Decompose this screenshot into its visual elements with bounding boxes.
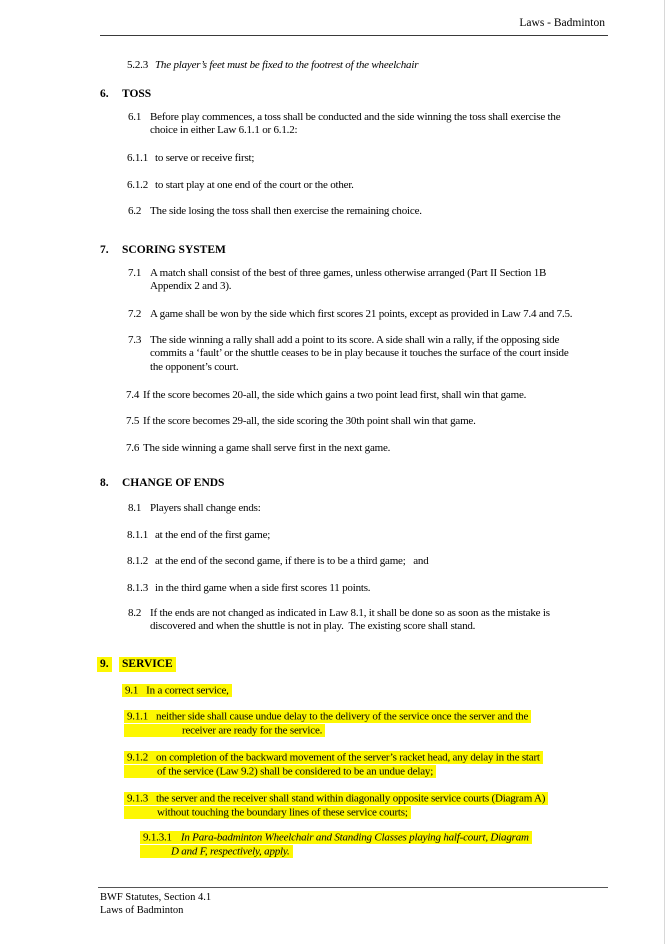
law-6-1-1 xyxy=(0,152,671,165)
law-text-line: of the service (Law 9.2) shall be considered to be an undue delay; xyxy=(124,765,436,779)
law-text-line: at the end of the second game, if there is to be a third game; and xyxy=(155,555,429,567)
law-number: 9.1.3.1 xyxy=(143,831,172,843)
law-number: 6.1.2 xyxy=(127,179,149,191)
section-title: SCORING SYSTEM xyxy=(122,244,226,256)
law-8-1 xyxy=(0,502,671,515)
law-8-1-3 xyxy=(0,582,671,595)
law-number: 6.1 xyxy=(128,111,142,123)
law-8-1-1 xyxy=(0,529,671,542)
section-number: 8. xyxy=(100,477,109,489)
law-text-line: Appendix 2 and 3). xyxy=(150,280,232,293)
law-text-line: If the score becomes 29-all, the side scoring the 30th point shall win that game. xyxy=(143,415,476,427)
law-text-line: discovered and when the shuttle is not in play. The existing score shall stand. xyxy=(150,620,476,633)
law-7-1 xyxy=(0,267,671,294)
law-text-line: The side losing the toss shall then exercise the remaining choice. xyxy=(150,205,422,217)
law-number: 8.1.2 xyxy=(127,555,149,567)
law-text-line: A match shall consist of the best of three games, unless otherwise arranged (Part II Section 1B xyxy=(150,267,547,279)
law-text-line: If the ends are not changed as indicated in Law 8.1, it shall be done so as soon as the mistake is xyxy=(150,607,550,619)
law-text-line: receiver are ready for the service. xyxy=(124,724,325,738)
law-7-2 xyxy=(0,308,671,321)
law-number: 7.2 xyxy=(128,308,142,320)
law-number: 7.3 xyxy=(128,334,142,346)
footer-title: Laws of Badminton xyxy=(100,905,184,916)
section-number: 6. xyxy=(100,88,109,100)
section-number: 7. xyxy=(100,244,109,256)
law-text-line: in the third game when a side first scores 11 points. xyxy=(155,582,371,594)
page-header xyxy=(100,17,608,36)
law-number: 9.1 xyxy=(125,684,139,696)
footer-statutes: BWF Statutes, Section 4.1 xyxy=(100,892,212,903)
law-number: 7.1 xyxy=(128,267,142,279)
law-text-line: on completion of the backward movement of the server’s racket head, any delay in the start xyxy=(156,751,540,763)
law-number: 6.1.1 xyxy=(127,152,149,164)
law-text-line: choice in either Law 6.1.1 or 6.1.2: xyxy=(150,124,298,137)
law-number: 8.2 xyxy=(128,607,142,619)
law-number: 9.1.2 xyxy=(127,751,149,763)
section-title: CHANGE OF ENDS xyxy=(122,477,225,489)
law-text-line: If the score becomes 20-all, the side which gains a two point lead first, shall win that game. xyxy=(143,389,527,401)
law-7-4 xyxy=(0,389,671,402)
law-number: 8.1.1 xyxy=(127,529,149,541)
law-text-line: neither side shall cause undue delay to the delivery of the service once the server and the xyxy=(156,710,529,722)
section-7-heading xyxy=(0,244,671,257)
law-number: 9.1.1 xyxy=(127,710,149,722)
law-number: 5.2.3 xyxy=(127,59,149,71)
section-title: TOSS xyxy=(122,88,152,100)
law-8-1-2 xyxy=(0,555,671,568)
law-text-line: to serve or receive first; xyxy=(155,152,255,164)
law-6-1 xyxy=(0,111,671,138)
law-text-line: D and F, respectively, apply. xyxy=(140,845,293,859)
law-text-line: The player’s feet must be fixed to the footrest of the wheelchair xyxy=(155,59,419,71)
law-text-line: In Para-badminton Wheelchair and Standing Classes playing half-court, Diagram xyxy=(180,831,529,843)
law-number: 9.1.3 xyxy=(127,792,149,804)
law-text-line: The side winning a game shall serve first in the next game. xyxy=(143,442,391,454)
law-text-line: The side winning a rally shall add a point to its score. A side shall win a rally, if the opposing side xyxy=(150,334,560,346)
law-7-5 xyxy=(0,415,671,428)
law-text-line: without touching the boundary lines of these service courts; xyxy=(124,806,411,820)
law-number: 7.5 xyxy=(126,415,140,427)
law-6-1-2 xyxy=(0,179,671,192)
law-text-line: at the end of the first game; xyxy=(155,529,271,541)
law-text-line: Before play commences, a toss shall be conducted and the side winning the toss shall exercise the xyxy=(150,111,561,123)
law-5-2-3 xyxy=(0,59,671,72)
law-8-2 xyxy=(0,607,671,634)
law-text-line: A game shall be won by the side which first scores 21 points, except as provided in Law 7.4 and 7.5. xyxy=(150,308,573,320)
law-number: 8.1 xyxy=(128,502,142,514)
section-title: SERVICE xyxy=(119,657,176,672)
section-6-heading xyxy=(0,88,671,101)
law-text-line: to start play at one end of the court or the other. xyxy=(155,179,354,191)
section-8-heading xyxy=(0,477,671,490)
law-number: 7.6 xyxy=(126,442,140,454)
header-title: Laws - Badminton xyxy=(519,17,605,29)
law-number: 7.4 xyxy=(126,389,140,401)
law-7-6 xyxy=(0,442,671,455)
law-number: 8.1.3 xyxy=(127,582,149,594)
law-7-3 xyxy=(0,334,671,374)
law-text-line: commits a ‘fault’ or the shuttle ceases to be in play because it touches the surface of the court inside xyxy=(150,347,569,360)
law-text-line: In a correct service, xyxy=(146,684,229,696)
law-6-2 xyxy=(0,205,671,218)
law-text-line: the opponent’s court. xyxy=(150,360,239,373)
law-text-line: the server and the receiver shall stand within diagonally opposite service courts (Diagram A) xyxy=(156,792,546,804)
law-number: 6.2 xyxy=(128,205,142,217)
page-edge-line xyxy=(664,0,665,944)
section-number: 9. xyxy=(97,657,112,672)
footer-divider xyxy=(98,887,608,888)
law-text-line: Players shall change ends: xyxy=(150,502,261,514)
